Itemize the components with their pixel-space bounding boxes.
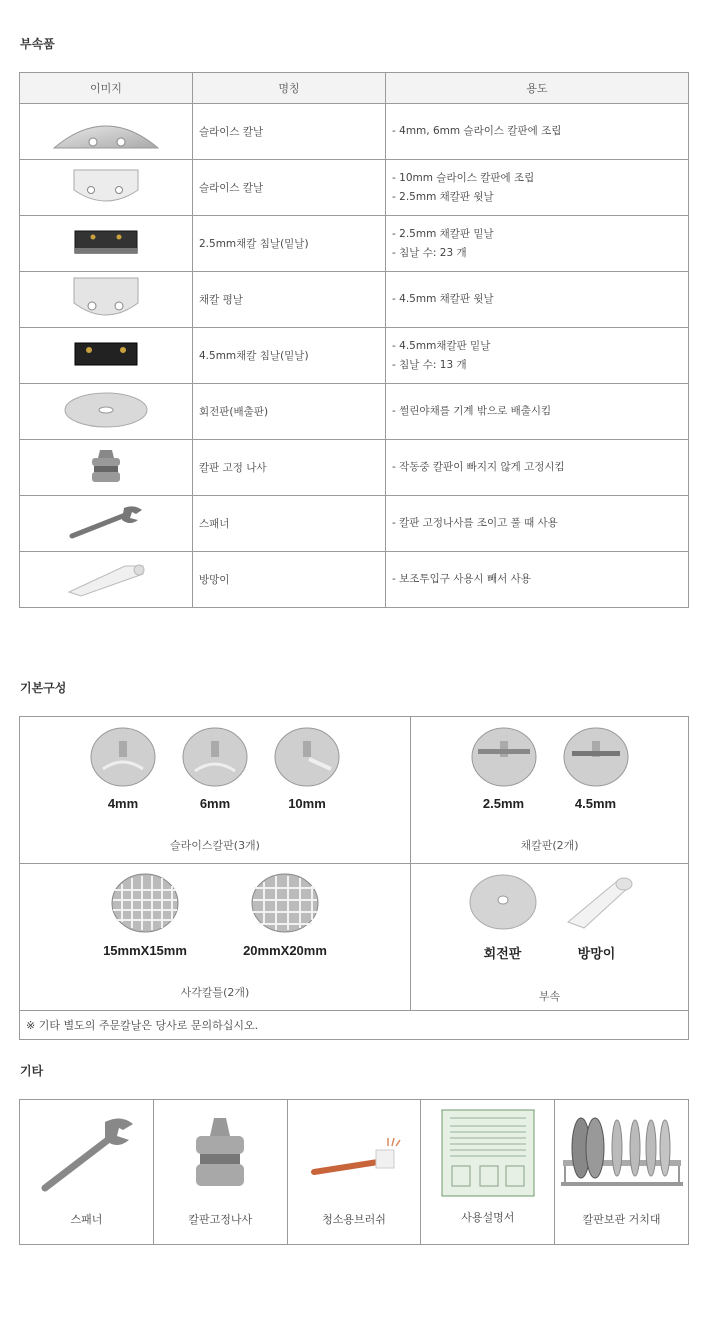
etc-label: 칼판보관 거치대 bbox=[582, 1213, 661, 1226]
disc-label: 4mm bbox=[107, 796, 139, 811]
julienne-blade-image bbox=[73, 339, 139, 369]
part-image bbox=[20, 104, 193, 160]
table-row bbox=[20, 328, 689, 384]
group-label: 슬라이스칼판(3개) bbox=[170, 839, 260, 852]
part-name: 방망이 bbox=[193, 552, 386, 608]
dicing-grid-group bbox=[20, 864, 411, 1011]
part-name: 채칼 평날 bbox=[193, 272, 386, 328]
part-name: 스패너 bbox=[193, 496, 386, 552]
etc-item bbox=[153, 1100, 287, 1245]
part-image bbox=[20, 384, 193, 440]
pusher-image bbox=[562, 872, 634, 934]
part-name: 2.5mm채칼 침날(밑날) bbox=[193, 216, 386, 272]
etc-item bbox=[421, 1100, 555, 1245]
table-row bbox=[20, 216, 689, 272]
part-name: 4.5mm채칼 침날(밑날) bbox=[193, 328, 386, 384]
table-row bbox=[20, 1100, 689, 1245]
part-name: 슬라이스 칼날 bbox=[193, 160, 386, 216]
slice-disc-image bbox=[89, 725, 157, 787]
part-image bbox=[20, 272, 193, 328]
part-usage: - 작동중 칼판이 빠지지 않게 고정시킴 bbox=[386, 440, 689, 496]
table-row bbox=[20, 552, 689, 608]
cleaning-brush-image bbox=[304, 1110, 404, 1200]
table-row bbox=[20, 272, 689, 328]
part-image bbox=[20, 552, 193, 608]
part-usage: - 썰린야채를 기계 밖으로 배출시킴 bbox=[386, 384, 689, 440]
flat-blade-image bbox=[71, 275, 141, 321]
table-header-row bbox=[20, 73, 689, 104]
fixing-screw-image bbox=[86, 446, 126, 486]
part-usage: - 칼판 고정나사를 조이고 풀 때 사용 bbox=[386, 496, 689, 552]
ejector-plate-image bbox=[468, 872, 538, 934]
table-row bbox=[20, 160, 689, 216]
part-usage: - 보조투입구 사용시 빼서 사용 bbox=[386, 552, 689, 608]
disc-item bbox=[235, 872, 335, 958]
etc-item bbox=[555, 1100, 689, 1245]
accessories-title: 부속품 bbox=[20, 37, 55, 51]
header-image: 이미지 bbox=[20, 73, 193, 104]
header-usage: 용도 bbox=[386, 73, 689, 104]
spanner-image bbox=[31, 1110, 141, 1200]
part-usage: - 4.5mm채칼판 밑날 - 침날 수: 13 개 bbox=[386, 328, 689, 384]
disc-item bbox=[468, 872, 538, 962]
pusher-image bbox=[65, 558, 147, 598]
disc-label: 4.5mm bbox=[574, 796, 617, 811]
disc-item bbox=[469, 725, 539, 811]
part-image bbox=[20, 328, 193, 384]
disc-item bbox=[561, 725, 631, 811]
dicing-grid-image bbox=[250, 872, 320, 934]
etc-label: 스패너 bbox=[70, 1213, 103, 1226]
part-image bbox=[20, 496, 193, 552]
part-usage: - 10mm 슬라이스 칼판에 조립 - 2.5mm 채칼판 윗날 bbox=[386, 160, 689, 216]
disc-item bbox=[272, 725, 342, 811]
etc-label: 청소용브러쉬 bbox=[322, 1213, 386, 1226]
table-row bbox=[20, 864, 689, 1011]
part-usage: - 2.5mm 채칼판 밑날 - 침날 수: 23 개 bbox=[386, 216, 689, 272]
part-usage: - 4.5mm 채칼판 윗날 bbox=[386, 272, 689, 328]
table-row bbox=[20, 496, 689, 552]
etc-label: 사용설명서 bbox=[461, 1211, 515, 1224]
part-image bbox=[20, 216, 193, 272]
group-label: 사각칼틀(2개) bbox=[180, 986, 250, 999]
spanner-image bbox=[66, 502, 146, 542]
etc-label: 칼판고정나사 bbox=[188, 1213, 253, 1226]
table-row bbox=[20, 717, 689, 864]
accessory-group bbox=[411, 864, 689, 1011]
disc-label: 2.5mm bbox=[482, 796, 525, 811]
disc-label: 10mm bbox=[288, 796, 326, 811]
etc-item bbox=[20, 1100, 154, 1245]
slice-blade-image bbox=[71, 166, 141, 206]
fixing-screw-image bbox=[190, 1110, 250, 1200]
etc-table bbox=[19, 1099, 689, 1245]
table-row bbox=[20, 104, 689, 160]
julienne-disc-image bbox=[562, 725, 630, 787]
disc-item bbox=[95, 872, 195, 958]
group-label: 부속 bbox=[538, 990, 561, 1003]
slice-disc-group bbox=[20, 717, 411, 864]
slice-blade-image bbox=[51, 110, 161, 150]
etc-title: 기타 bbox=[20, 1064, 44, 1078]
basic-title: 기본구성 bbox=[20, 681, 67, 695]
etc-item bbox=[287, 1100, 421, 1245]
julienne-blade-image bbox=[73, 226, 139, 258]
disc-label: 회전판 bbox=[483, 946, 522, 961]
disc-label: 15mmX15mm bbox=[103, 943, 187, 958]
slice-disc-image bbox=[181, 725, 249, 787]
dicing-grid-image bbox=[110, 872, 180, 934]
order-note: ※ 기타 별도의 주문칼날은 당사로 문의하십시오. bbox=[20, 1011, 689, 1040]
part-usage: - 4mm, 6mm 슬라이스 칼판에 조립 bbox=[386, 104, 689, 160]
part-image bbox=[20, 160, 193, 216]
part-name: 회전판(배출판) bbox=[193, 384, 386, 440]
disc-label: 방망이 bbox=[577, 946, 616, 961]
part-image bbox=[20, 440, 193, 496]
slice-disc-image bbox=[273, 725, 341, 787]
ejector-plate-image bbox=[63, 390, 149, 430]
disc-label: 6mm bbox=[199, 796, 231, 811]
julienne-disc-group bbox=[411, 717, 689, 864]
table-row bbox=[20, 384, 689, 440]
accessories-table bbox=[19, 72, 689, 608]
header-name: 명칭 bbox=[193, 73, 386, 104]
disc-item bbox=[88, 725, 158, 811]
disc-item bbox=[562, 872, 632, 962]
disc-item bbox=[180, 725, 250, 811]
group-label: 채칼판(2개) bbox=[520, 839, 579, 852]
basic-composition-table bbox=[19, 716, 689, 1040]
disc-storage-rack-image bbox=[557, 1110, 687, 1200]
table-row bbox=[20, 440, 689, 496]
julienne-disc-image bbox=[470, 725, 538, 787]
part-name: 칼판 고정 나사 bbox=[193, 440, 386, 496]
manual-image bbox=[440, 1108, 536, 1198]
part-name: 슬라이스 칼날 bbox=[193, 104, 386, 160]
table-row bbox=[20, 1011, 689, 1040]
disc-label: 20mmX20mm bbox=[243, 943, 327, 958]
